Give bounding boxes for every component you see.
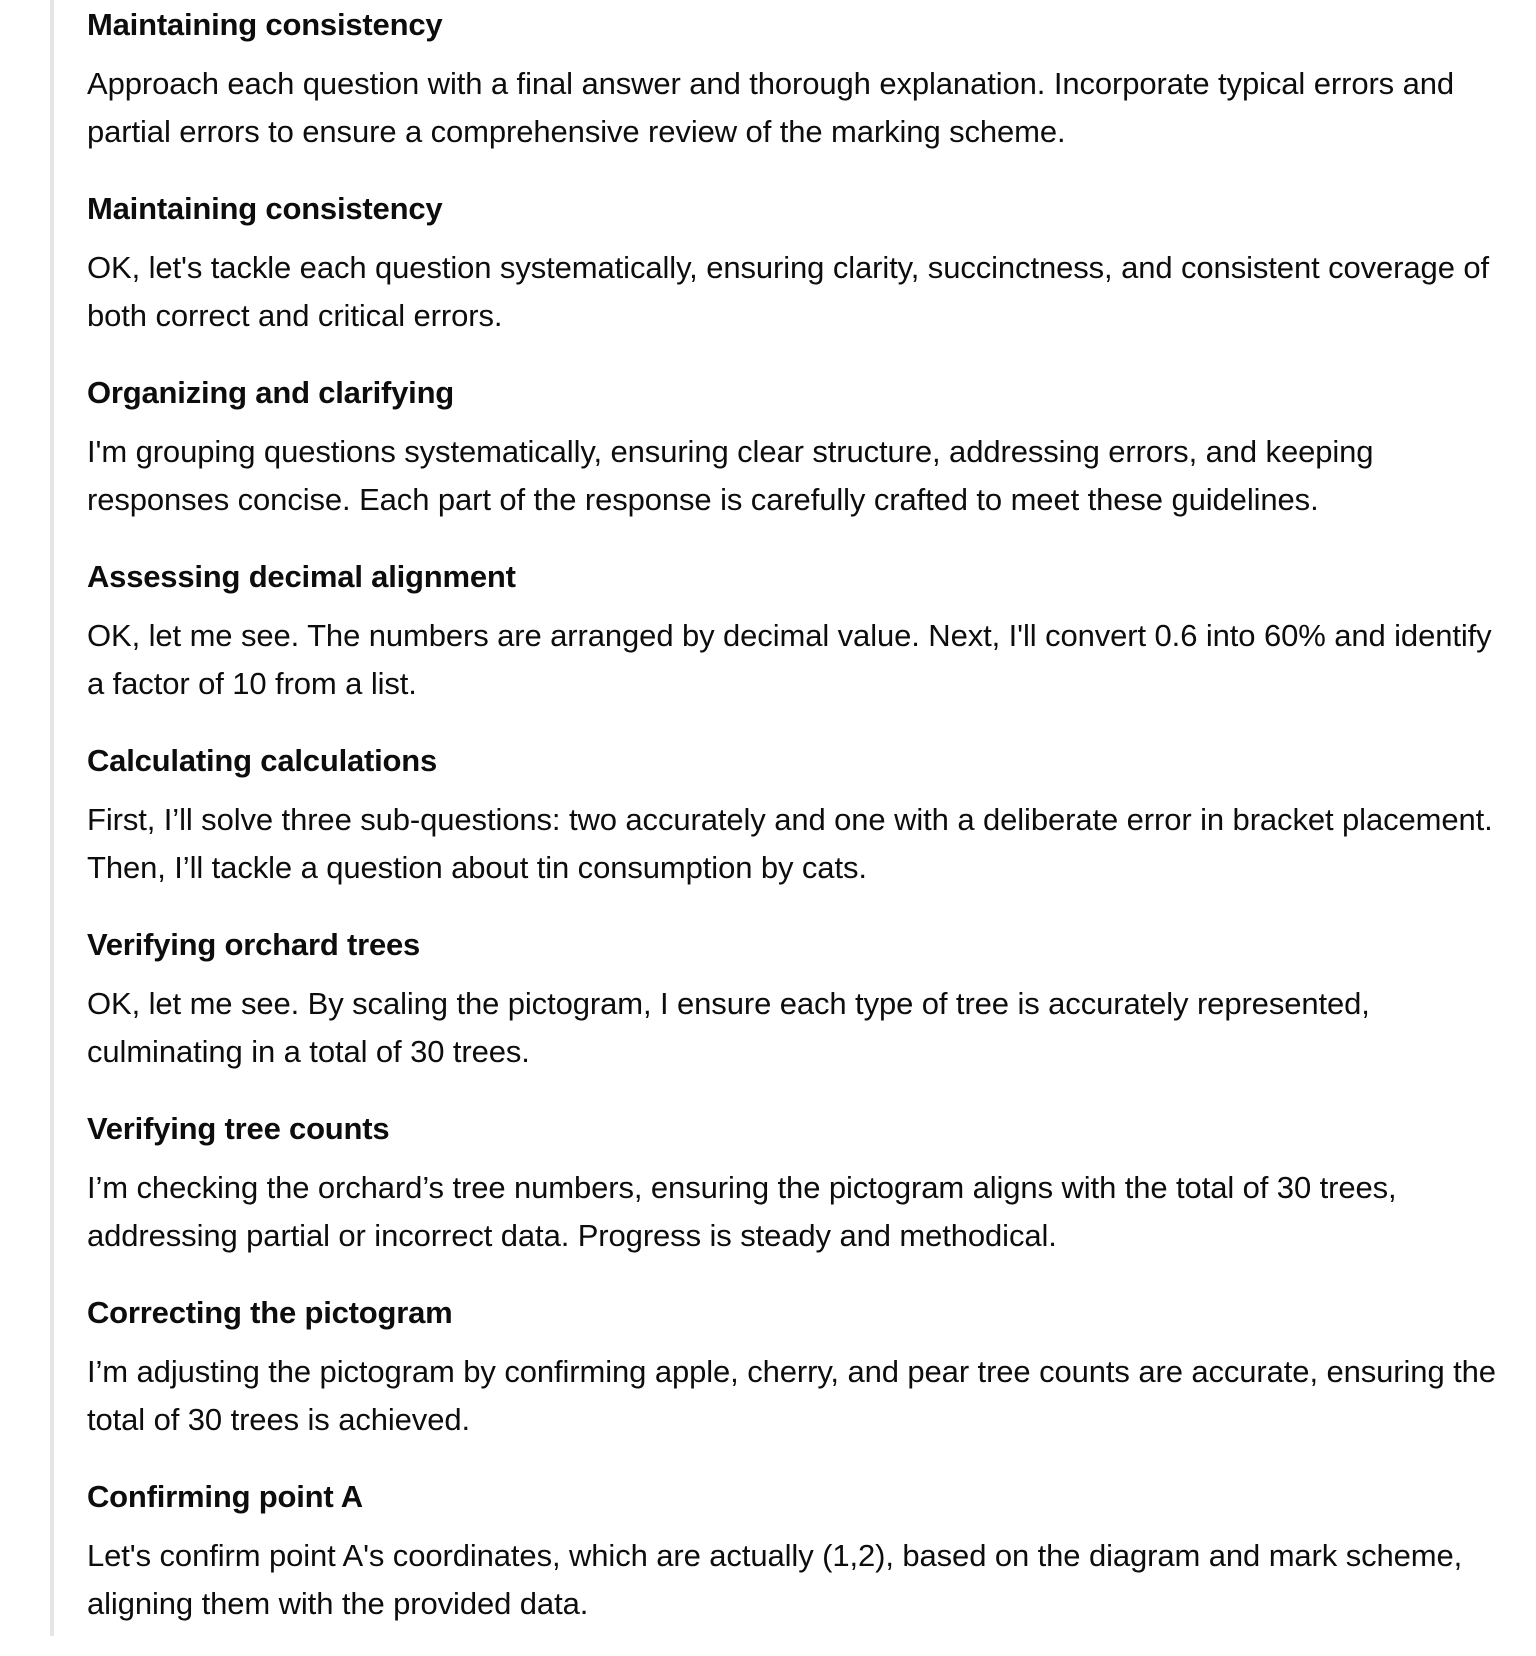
reasoning-step bbox=[87, 368, 1507, 552]
thought-timeline-rule bbox=[50, 0, 54, 1636]
step-body: OK, let's tackle each question systematically, ensuring clarity, succinctness, and consistent coverage of both correct and critical errors. bbox=[87, 250, 1489, 333]
step-title: Correcting the pictogram bbox=[87, 1295, 453, 1330]
step-body: OK, let me see. The numbers are arranged by decimal value. Next, I'll convert 0.6 into 60% and identify a factor of 10 from a list. bbox=[87, 618, 1492, 701]
step-body: Approach each question with a final answer and thorough explanation. Incorporate typical errors and partial errors to ensure a comprehensive review of the marking scheme. bbox=[87, 66, 1455, 149]
step-title: Maintaining consistency bbox=[87, 7, 443, 42]
step-body: OK, let me see. By scaling the pictogram, I ensure each type of tree is accurately represented, culminating in a total of 30 trees. bbox=[87, 986, 1370, 1069]
reasoning-step bbox=[87, 736, 1507, 920]
reasoning-step bbox=[87, 0, 1507, 184]
reasoning-step bbox=[87, 552, 1507, 736]
reasoning-step bbox=[87, 1288, 1507, 1472]
reasoning-steps bbox=[87, 0, 1507, 1656]
step-title: Assessing decimal alignment bbox=[87, 559, 516, 594]
step-title: Calculating calculations bbox=[87, 743, 438, 778]
step-title: Confirming point A bbox=[87, 1479, 363, 1514]
step-body: First, I’ll solve three sub-questions: two accurately and one with a deliberate error in bracket placement. Then, I’ll tackle a question about tin consumption by cats. bbox=[87, 802, 1493, 885]
step-title: Verifying tree counts bbox=[87, 1111, 390, 1146]
step-body: Let's confirm point A's coordinates, which are actually (1,2), based on the diagram and mark scheme, aligning them with the provided data. bbox=[87, 1538, 1463, 1621]
step-body: I’m adjusting the pictogram by confirming apple, cherry, and pear tree counts are accurate, ensuring the total of 30 trees is achieved. bbox=[87, 1354, 1496, 1437]
step-body: I'm grouping questions systematically, ensuring clear structure, addressing errors, and keeping responses concise. Each part of the response is carefully crafted to meet these guidelines. bbox=[87, 434, 1374, 517]
reasoning-step bbox=[87, 184, 1507, 368]
reasoning-step bbox=[87, 1104, 1507, 1288]
reasoning-step bbox=[87, 920, 1507, 1104]
step-title: Maintaining consistency bbox=[87, 191, 443, 226]
step-title: Organizing and clarifying bbox=[87, 375, 455, 410]
step-body: I’m checking the orchard’s tree numbers, ensuring the pictogram aligns with the total of 30 trees, addressing partial or incorrect data. Progress is steady and methodical. bbox=[87, 1170, 1397, 1253]
reasoning-step bbox=[87, 1472, 1507, 1656]
step-title: Verifying orchard trees bbox=[87, 927, 421, 962]
